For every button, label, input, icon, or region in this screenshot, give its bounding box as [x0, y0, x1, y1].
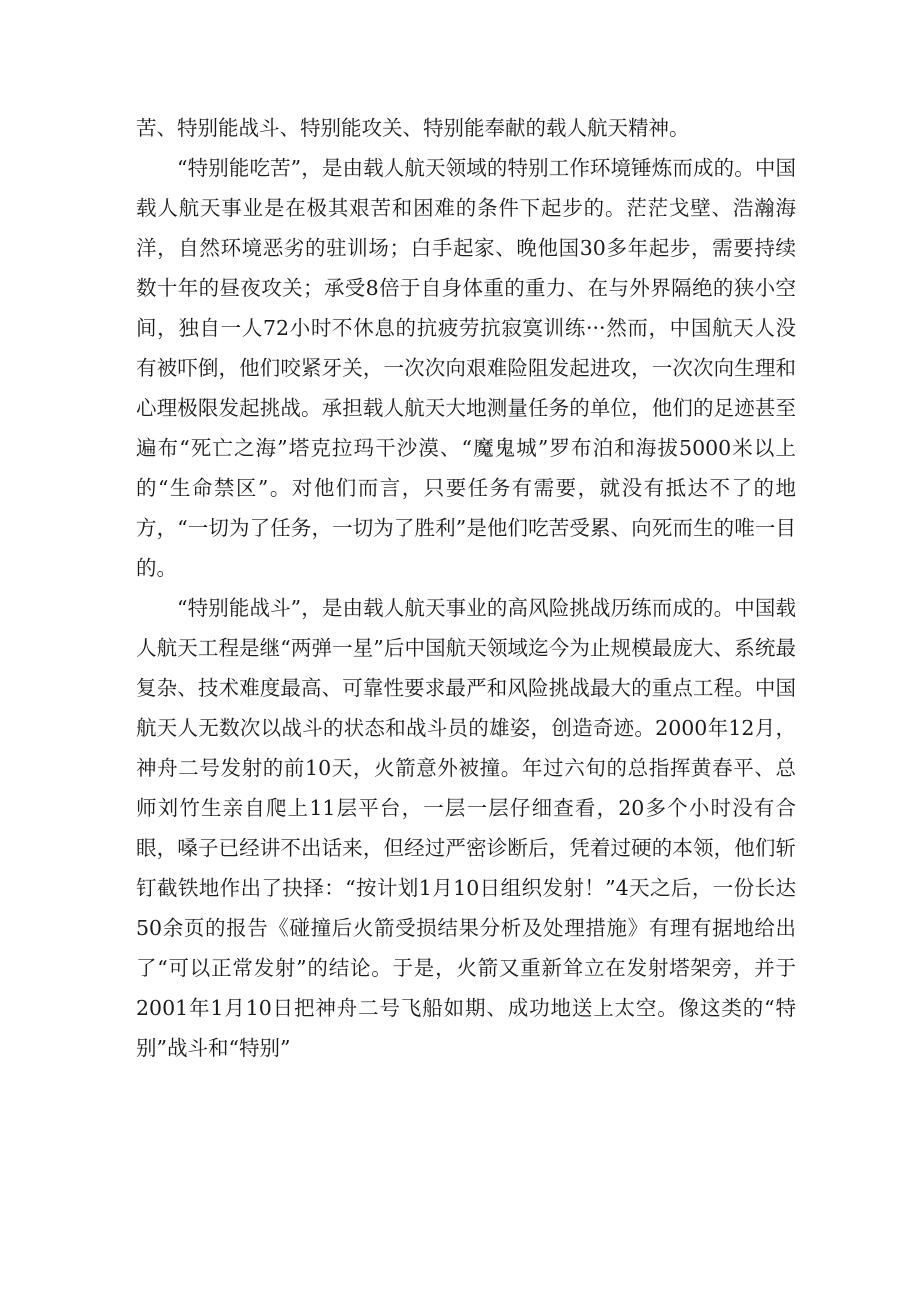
paragraph-continued: 苦、特别能战斗、特别能攻关、特别能奉献的载人航天精神。	[136, 116, 690, 140]
paragraph-chiku: “特别能吃苦”，是由载人航天领域的特别工作环境锤炼而成的。中国载人航天事业是在极其艰苦和困难的条件下起步的。茫茫戈壁、浩瀚海洋，自然环境恶劣的驻训场；白手起家、晚他国30多年起步，需要持续数十年的昼夜攻关；承受8倍于自身体重的重力、在与外界隔绝的狭小空间，独自一人72小时不休息的抗疲劳抗寂寞训练···然而，中国航天人没有被吓倒，他们咬紧牙关，一次次向艰难险阻发起进攻，一次次向生理和心理极限发起挑战。承担载人航天大地测量任务的单位，他们的足迹甚至遍布“死亡之海”塔克拉玛干沙漠、“魔鬼城”罗布泊和海拔5000米以上的“生命禁区”。对他们而言，只要任务有需要，就没有抵达不了的地方，“一切为了任务，一切为了胜利”是他们吃苦受累、向死而生的唯一目的。	[136, 156, 796, 580]
paragraph-zhandou: “特别能战斗”，是由载人航天事业的高风险挑战历练而成的。中国载人航天工程是继“两弹一星”后中国航天领域迄今为止规模最庞大、系统最复杂、技术难度最高、可靠性要求最严和风险挑战最大的重点工程。中国航天人无数次以战斗的状态和战斗员的雄姿，创造奇迹。2000年12月，神舟二号发射的前10天，火箭意外被撞。年过六旬的总指挥黄春平、总师刘竹生亲自爬上11层平台，一层一层仔细查看，20多个小时没有合眼，嗓子已经讲不出话来，但经过严密诊断后，凭着过硬的本领，他们斩钉截铁地作出了抉择：“按计划1月10日组织发射！”4天之后，一份长达50余页的报告《碰撞后火箭受损结果分析及处理措施》有理有据地给出了“可以正常发射”的结论。于是，火箭又重新耸立在发射塔架旁，并于2001年1月10日把神舟二号飞船如期、成功地送上太空。像这类的“特别”战斗和“特别”	[136, 596, 796, 1060]
document-page	[136, 108, 796, 1068]
